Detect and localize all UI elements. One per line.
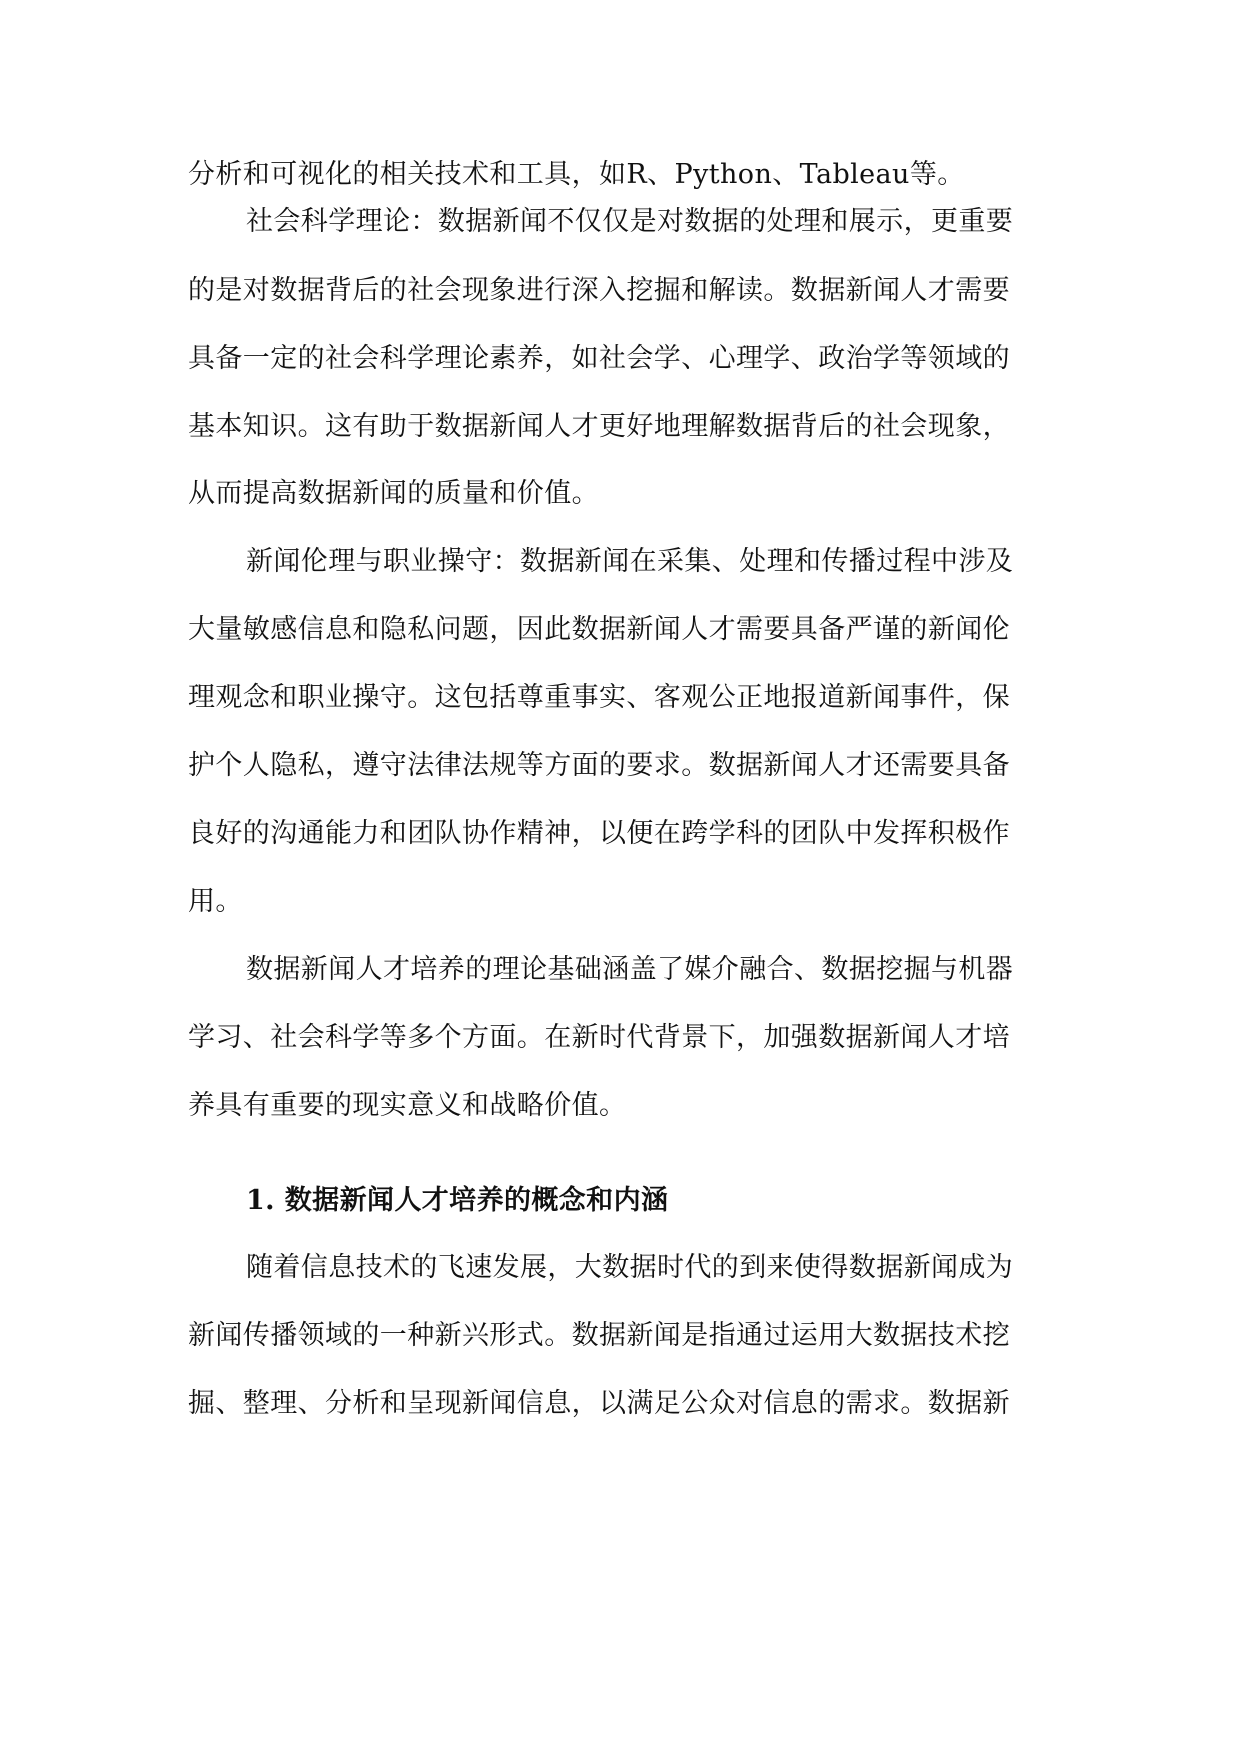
text-line: 的是对数据背后的社会现象进行深入挖掘和解读。数据新闻人才需要 — [188, 275, 1010, 306]
text-line: 理观念和职业操守。这包括尊重事实、客观公正地报道新闻事件，保 — [188, 682, 1010, 713]
text-line: 分析和可视化的相关技术和工具，如R、Python、Tableau等。 — [188, 159, 965, 190]
text-line: 从而提高数据新闻的质量和价值。 — [188, 478, 599, 509]
text-line: 学习、社会科学等多个方面。在新时代背景下，加强数据新闻人才培 — [188, 1022, 1010, 1053]
text-line: 掘、整理、分析和呈现新闻信息，以满足公众对信息的需求。数据新 — [188, 1388, 1010, 1419]
paragraph-ethics-start: 新闻伦理与职业操守：数据新闻在采集、处理和传播过程中涉及 — [246, 546, 1014, 577]
text-line: 用。 — [188, 886, 243, 917]
paragraph-social-science-start: 社会科学理论：数据新闻不仅仅是对数据的处理和展示，更重要 — [246, 206, 1014, 237]
text-line: 养具有重要的现实意义和战略价值。 — [188, 1090, 627, 1121]
paragraph-summary-start: 数据新闻人才培养的理论基础涵盖了媒介融合、数据挖掘与机器 — [246, 954, 1014, 985]
text-line: 新闻传播领域的一种新兴形式。数据新闻是指通过运用大数据技术挖 — [188, 1320, 1010, 1351]
text-line: 具备一定的社会科学理论素养，如社会学、心理学、政治学等领域的 — [188, 343, 1010, 374]
text-line: 大量敏感信息和隐私问题，因此数据新闻人才需要具备严谨的新闻伦 — [188, 614, 1010, 645]
text-line: 良好的沟通能力和团队协作精神，以便在跨学科的团队中发挥积极作 — [188, 818, 1010, 849]
text-line: 基本知识。这有助于数据新闻人才更好地理解数据背后的社会现象， — [188, 411, 1010, 442]
text-line: 护个人隐私，遵守法律法规等方面的要求。数据新闻人才还需要具备 — [188, 750, 1010, 781]
section-heading: 1. 数据新闻人才培养的概念和内涵 — [246, 1185, 669, 1216]
paragraph-concept-start: 随着信息技术的飞速发展，大数据时代的到来使得数据新闻成为 — [246, 1252, 1014, 1283]
